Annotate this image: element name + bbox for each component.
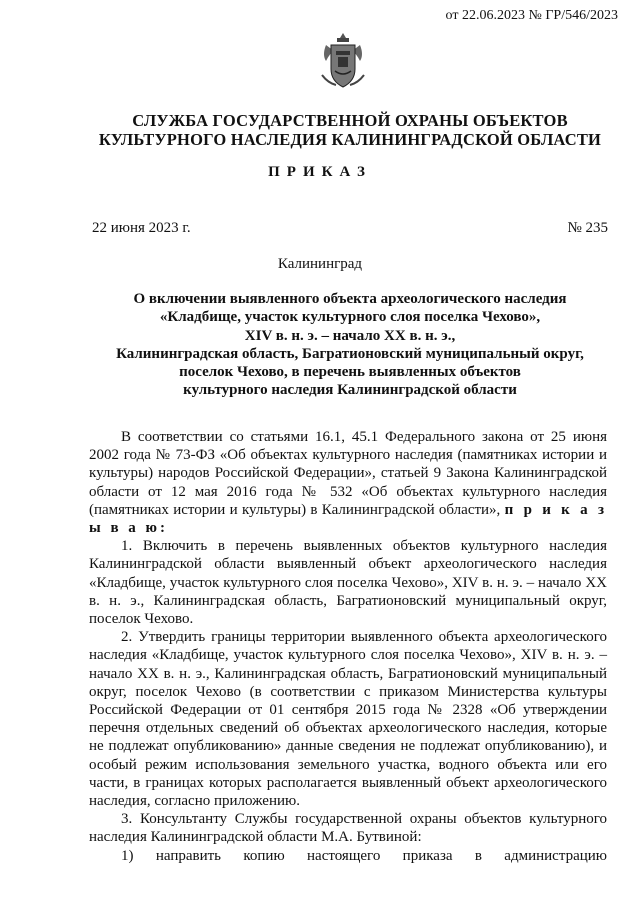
- heading-line: культурного наследия Калининградской области: [183, 382, 517, 399]
- document-reference: от 22.06.2023 № ГР/546/2023: [445, 8, 618, 23]
- heading-line: Калининградская область, Багратионовский муниципальный округ,: [116, 345, 584, 362]
- org-line-1: СЛУЖБА ГОСУДАРСТВЕННОЙ ОХРАНЫ ОБЪЕКТОВ: [132, 111, 568, 130]
- intro-text: В соответствии со статьями 16.1, 45.1 Федерального закона от 25 июня 2002 года № 73-ФЗ «Об объектах культурного наследия (памятниках истории и культуры) народов Российской Федерации», статьей 9 Закона Калининградской области от 12 мая 2016 года № 532 «Об объектах культурного наследия (памятниках истории и культуры) в Калининградской области»,: [89, 429, 607, 518]
- document-type: ПРИКАЗ: [268, 164, 372, 180]
- coat-of-arms-icon: [318, 31, 368, 91]
- heading-line: «Кладбище, участок культурного слоя поселка Чехово»,: [159, 309, 541, 326]
- order-body: [89, 428, 607, 865]
- item-2: 2. Утвердить границы территории выявленного объекта археологического наследия «Кладбище, участок культурного слоя поселка Чехово», XIV в. н. э. – начало XX в. н. э., Калининградская область, Багратионовский муниципальный округ, поселок Чехово (в соответствии с приказом Министерства культуры Российской Федерации от 01 сентября 2015 года № 2328 «Об утверждении перечня отдельных сведений об объектах археологического наследия, которые не подлежат опубликованию» данные сведения не подлежат опубликованию), и особый режим использования земельного участка, водного объекта или его части, в границах которых располагается выявленный объект археологического наследия, согласно приложению.: [89, 629, 607, 810]
- intro-paragraph: [89, 428, 607, 537]
- order-date: 22 июня 2023 г.: [92, 220, 191, 236]
- order-city: Калининград: [277, 256, 363, 272]
- item-1: 1. Включить в перечень выявленных объектов культурного наследия Калининградской области выявленный объект археологического наследия «Кладбище, участок культурного слоя поселка Чехово», XIV в. н. э. – начало XX в. н. э., Калининградская область, Багратионовский муниципальный округ, поселок Чехово.: [89, 538, 607, 628]
- heading-line: О включении выявленного объекта археологического наследия: [133, 291, 567, 307]
- heading-line: поселок Чехово, в перечень выявленных объектов: [179, 364, 521, 381]
- order-word: п р и к а з ы в а ю:: [89, 501, 607, 537]
- item-3-1: 1) направить копию настоящего приказа в администрацию: [121, 847, 607, 864]
- org-line-2: КУЛЬТУРНОГО НАСЛЕДИЯ КАЛИНИНГРАДСКОЙ ОБЛАСТИ: [98, 130, 602, 149]
- order-number: № 235: [567, 220, 608, 236]
- heading-line: XIV в. н. э. – начало XX в. н. э.,: [244, 327, 456, 344]
- order-heading: [70, 290, 630, 400]
- organization-name: [60, 111, 640, 149]
- item-3: 3. Консультанту Службы государственной охраны объектов культурного наследия Калининградской области М.А. Бутвиной:: [89, 811, 607, 846]
